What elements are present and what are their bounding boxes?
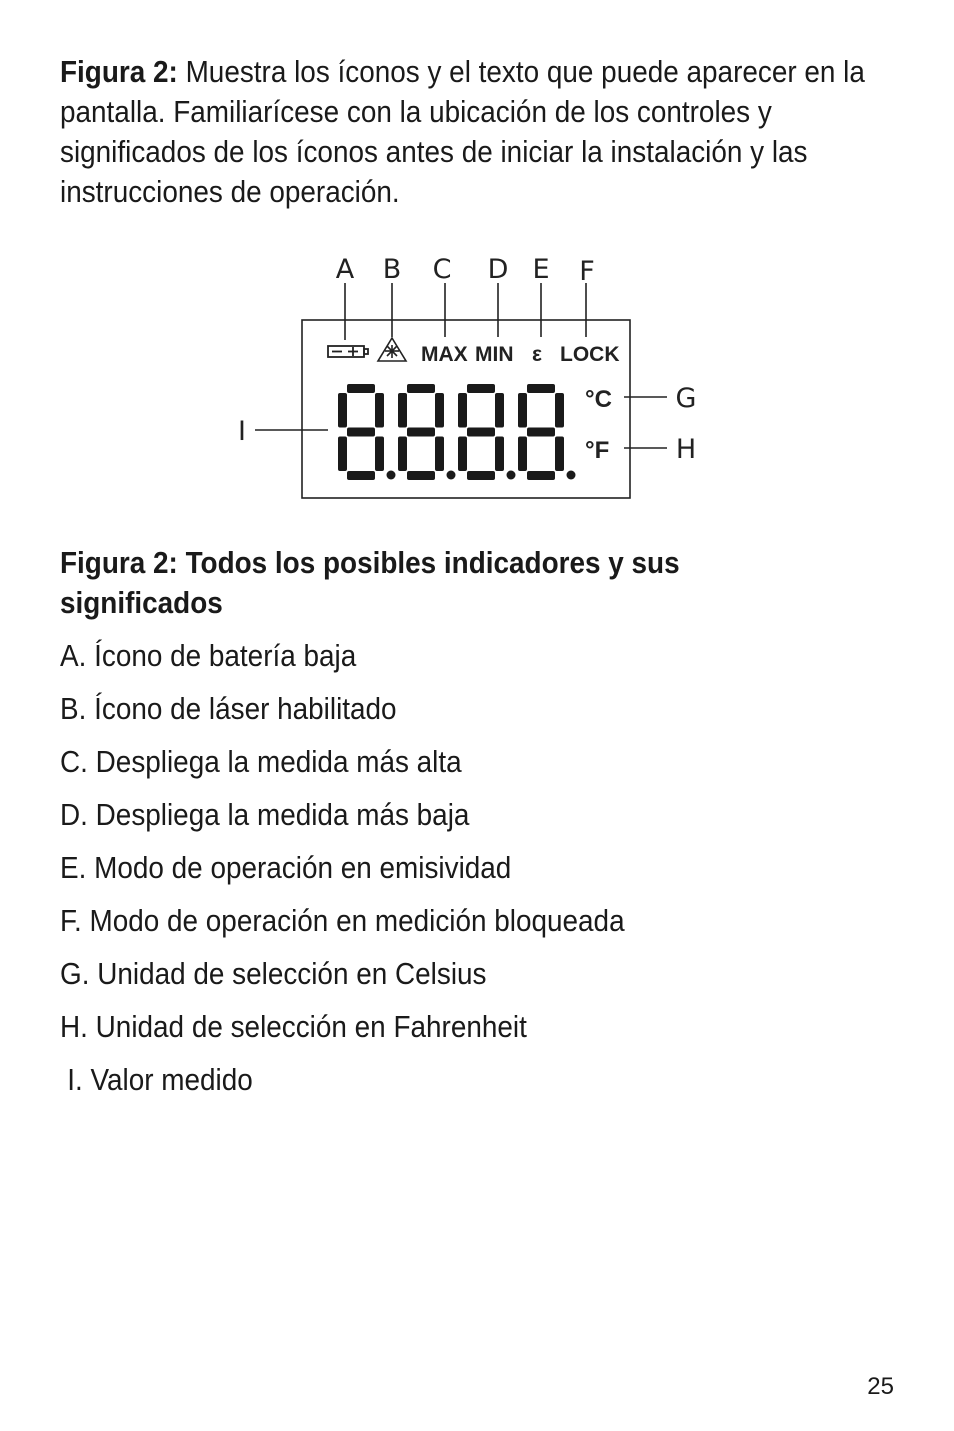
figure-caption: Figura 2: Todos los posibles indicadores y sus significados	[60, 545, 680, 620]
digit-1-decimal-point	[387, 471, 396, 480]
legend-item: C. Despliega la medida más alta	[60, 744, 462, 779]
digit-2-segment	[398, 393, 407, 428]
digit-4-segment	[555, 393, 564, 428]
laser-warning-icon	[378, 338, 406, 361]
digit-3-segment	[495, 393, 504, 428]
callout-d: D	[487, 254, 509, 285]
digit-3-segment	[458, 393, 467, 428]
digit-1-segment	[375, 437, 384, 472]
callout-f: F	[579, 256, 595, 287]
callout-e: E	[532, 254, 550, 285]
legend-item: G. Unidad de selección en Celsius	[60, 956, 487, 991]
digit-3-segment	[467, 428, 495, 437]
battery-low-icon	[328, 346, 368, 357]
digit-2-segment	[407, 471, 435, 480]
digit-1-segment	[338, 437, 347, 472]
callout-a: A	[335, 254, 355, 285]
digit-4-decimal-point	[567, 471, 576, 480]
digit-3-segment	[467, 384, 495, 393]
callout-h: H	[675, 434, 697, 465]
lcd-measured-value	[338, 384, 576, 480]
legend-item: D. Despliega la medida más baja	[60, 797, 470, 832]
digit-4-segment	[527, 471, 555, 480]
legend-item: H. Unidad de selección en Fahrenheit	[60, 1009, 527, 1044]
digit-1-segment	[347, 428, 375, 437]
legend-item: E. Modo de operación en emisividad	[60, 850, 512, 885]
indicator-legend	[60, 636, 687, 1113]
lcd-max-label: MAX	[421, 343, 468, 366]
digit-3-decimal-point	[507, 471, 516, 480]
lcd-diagram	[230, 245, 710, 510]
lcd-fahrenheit-label: °F	[585, 437, 610, 464]
digit-3-segment	[458, 437, 467, 472]
legend-item: I. Valor medido	[67, 1062, 253, 1097]
lcd-lock-label: LOCK	[560, 343, 620, 366]
digit-3-segment	[467, 471, 495, 480]
legend-item: F. Modo de operación en medición bloqueada	[60, 903, 625, 938]
lcd-emissivity-label: ε	[532, 343, 542, 366]
digit-2-decimal-point	[447, 471, 456, 480]
digit-1-segment	[375, 393, 384, 428]
lcd-celsius-label: °C	[585, 386, 612, 413]
callout-g: G	[675, 383, 697, 414]
digit-4-segment	[518, 393, 527, 428]
digit-4-segment	[527, 384, 555, 393]
intro-paragraph	[60, 52, 897, 212]
lcd-min-label: MIN	[475, 343, 514, 366]
digit-1-segment	[338, 393, 347, 428]
digit-4-segment	[527, 428, 555, 437]
digit-4-segment	[555, 437, 564, 472]
intro-label: Figura 2:	[60, 54, 178, 89]
digit-1-segment	[347, 471, 375, 480]
callout-c: C	[432, 254, 452, 285]
digit-2-segment	[398, 437, 407, 472]
intro-text: Muestra los íconos y el texto que puede aparecer en la pantalla. Familiarícese con la ubicación de los controles y significados de los íconos antes de iniciar la instalación y las instrucciones de operación.	[60, 54, 865, 209]
legend-item: A. Ícono de batería baja	[60, 638, 357, 673]
callout-i: I	[238, 416, 246, 447]
legend-item: B. Ícono de láser habilitado	[60, 691, 397, 726]
digit-2-segment	[435, 437, 444, 472]
digit-3-segment	[495, 437, 504, 472]
digit-2-segment	[407, 428, 435, 437]
digit-4-segment	[518, 437, 527, 472]
digit-2-segment	[407, 384, 435, 393]
digit-1-segment	[347, 384, 375, 393]
page-number: 25	[867, 1373, 894, 1400]
digit-2-segment	[435, 393, 444, 428]
callout-b: B	[382, 254, 402, 285]
